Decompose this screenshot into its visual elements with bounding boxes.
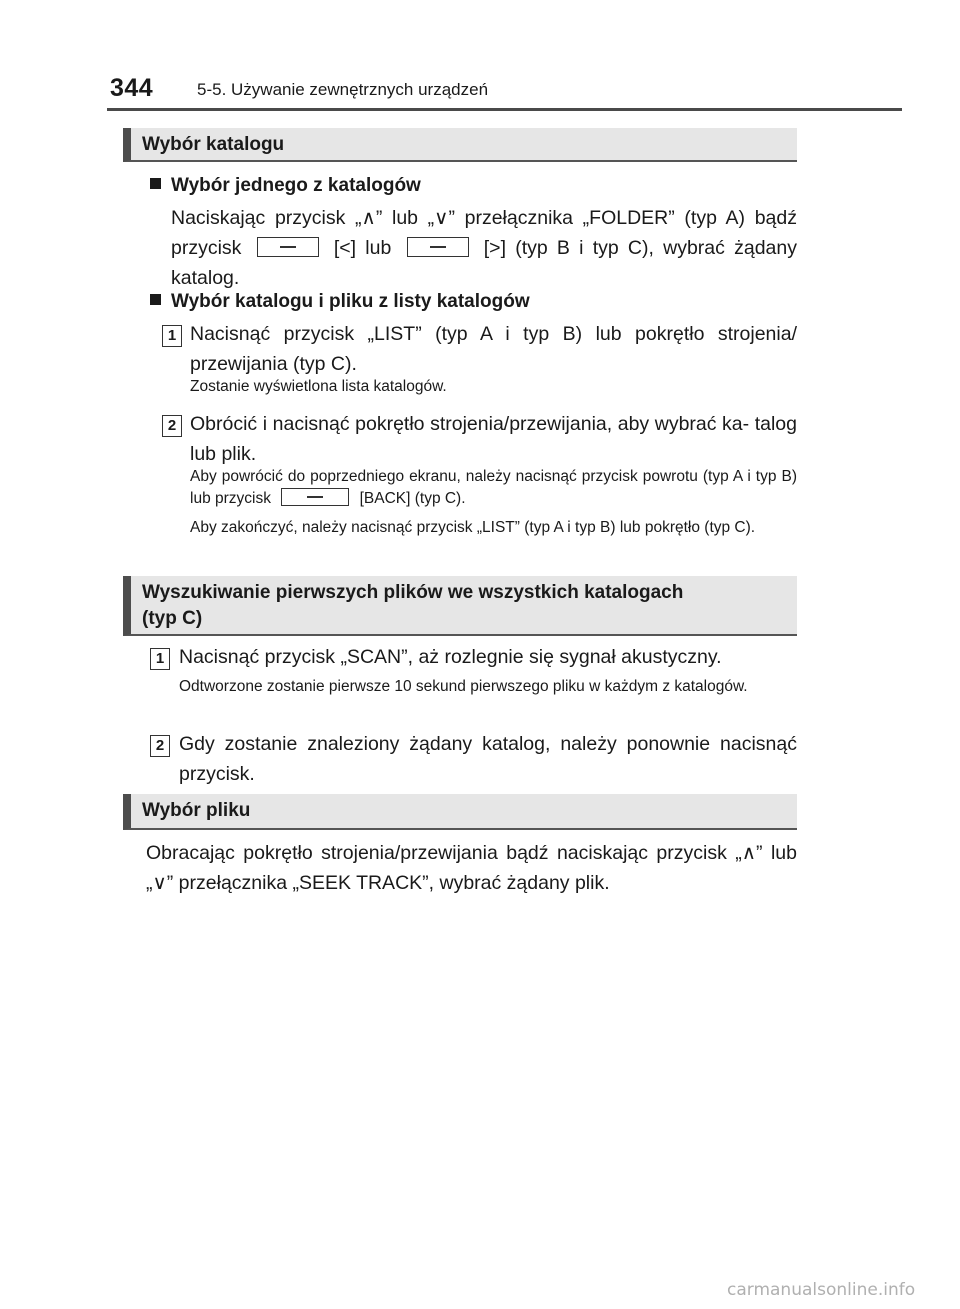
section-title: Wybór pliku bbox=[142, 800, 251, 821]
bullet-square-icon bbox=[150, 294, 161, 305]
section-title: Wyszukiwanie pierwszych plików we wszystkich katalogach bbox=[142, 582, 684, 603]
bullet-square-icon bbox=[150, 178, 161, 189]
step-number: 1 bbox=[162, 325, 182, 347]
section-title: Wybór katalogu bbox=[142, 134, 285, 155]
subheading-catalog-list: Wybór katalogu i pliku z listy katalogów bbox=[150, 289, 530, 315]
step-note: Odtworzone zostanie pierwsze 10 sekund pierwszego pliku w każdym z katalogów. bbox=[179, 678, 748, 695]
step-note: Zostanie wyświetlona lista katalogów. bbox=[190, 378, 447, 395]
section-header-catalog bbox=[123, 128, 797, 162]
page-header bbox=[0, 0, 960, 112]
step-note: Aby zakończyć, należy nacisnąć przycisk „LIST” (typ A i typ B) lub pokrętło (typ C). bbox=[190, 519, 756, 536]
page-number: 344 bbox=[110, 74, 154, 102]
watermark: carmanualsonline.info bbox=[727, 1280, 916, 1300]
button-graphic-icon bbox=[281, 488, 349, 506]
step-text: Nacisnąć przycisk „SCAN”, aż rozlegnie się sygnał akustyczny. bbox=[179, 646, 722, 668]
step-number: 1 bbox=[150, 648, 170, 670]
chapter-title: 5-5. Używanie zewnętrznych urządzeń bbox=[197, 80, 489, 99]
section-title: (typ C) bbox=[142, 608, 203, 629]
paragraph-single-catalog: Naciskając przycisk „∧” lub „∨” przełącznika „FOLDER” (typ A) bądź przycisk [<] lub [>] (typ B i typ C), wybrać żądany katalog. bbox=[171, 207, 797, 289]
step-note: Aby powrócić do poprzedniego ekranu, należy nacisnąć przycisk powrotu (typ A i typ B) lub przycisk [BACK] (typ C). bbox=[190, 468, 797, 507]
header-divider bbox=[107, 108, 902, 111]
paragraph-file-select: Obracając pokrętło strojenia/przewijania bądź naciskając przycisk „∧” lub „∨” przełącznika „SEEK TRACK”, wybrać żądany plik. bbox=[146, 842, 797, 894]
step-text: Nacisnąć przycisk „LIST” (typ A i typ B) lub pokrętło strojenia/ przewijania (typ C). bbox=[190, 323, 797, 375]
subheading-single-catalog: Wybór jednego z katalogów bbox=[150, 173, 421, 199]
section-header-file bbox=[123, 794, 797, 830]
button-graphic-icon bbox=[407, 237, 469, 257]
step-number: 2 bbox=[162, 415, 182, 437]
step-text: Gdy zostanie znaleziony żądany katalog, należy ponownie nacisnąć przycisk. bbox=[179, 733, 797, 785]
step-number: 2 bbox=[150, 735, 170, 757]
section-header-scan bbox=[123, 576, 797, 636]
step-text: Obrócić i nacisnąć pokrętło strojenia/przewijania, aby wybrać ka- talog lub plik. bbox=[190, 413, 797, 465]
button-graphic-icon bbox=[257, 237, 319, 257]
